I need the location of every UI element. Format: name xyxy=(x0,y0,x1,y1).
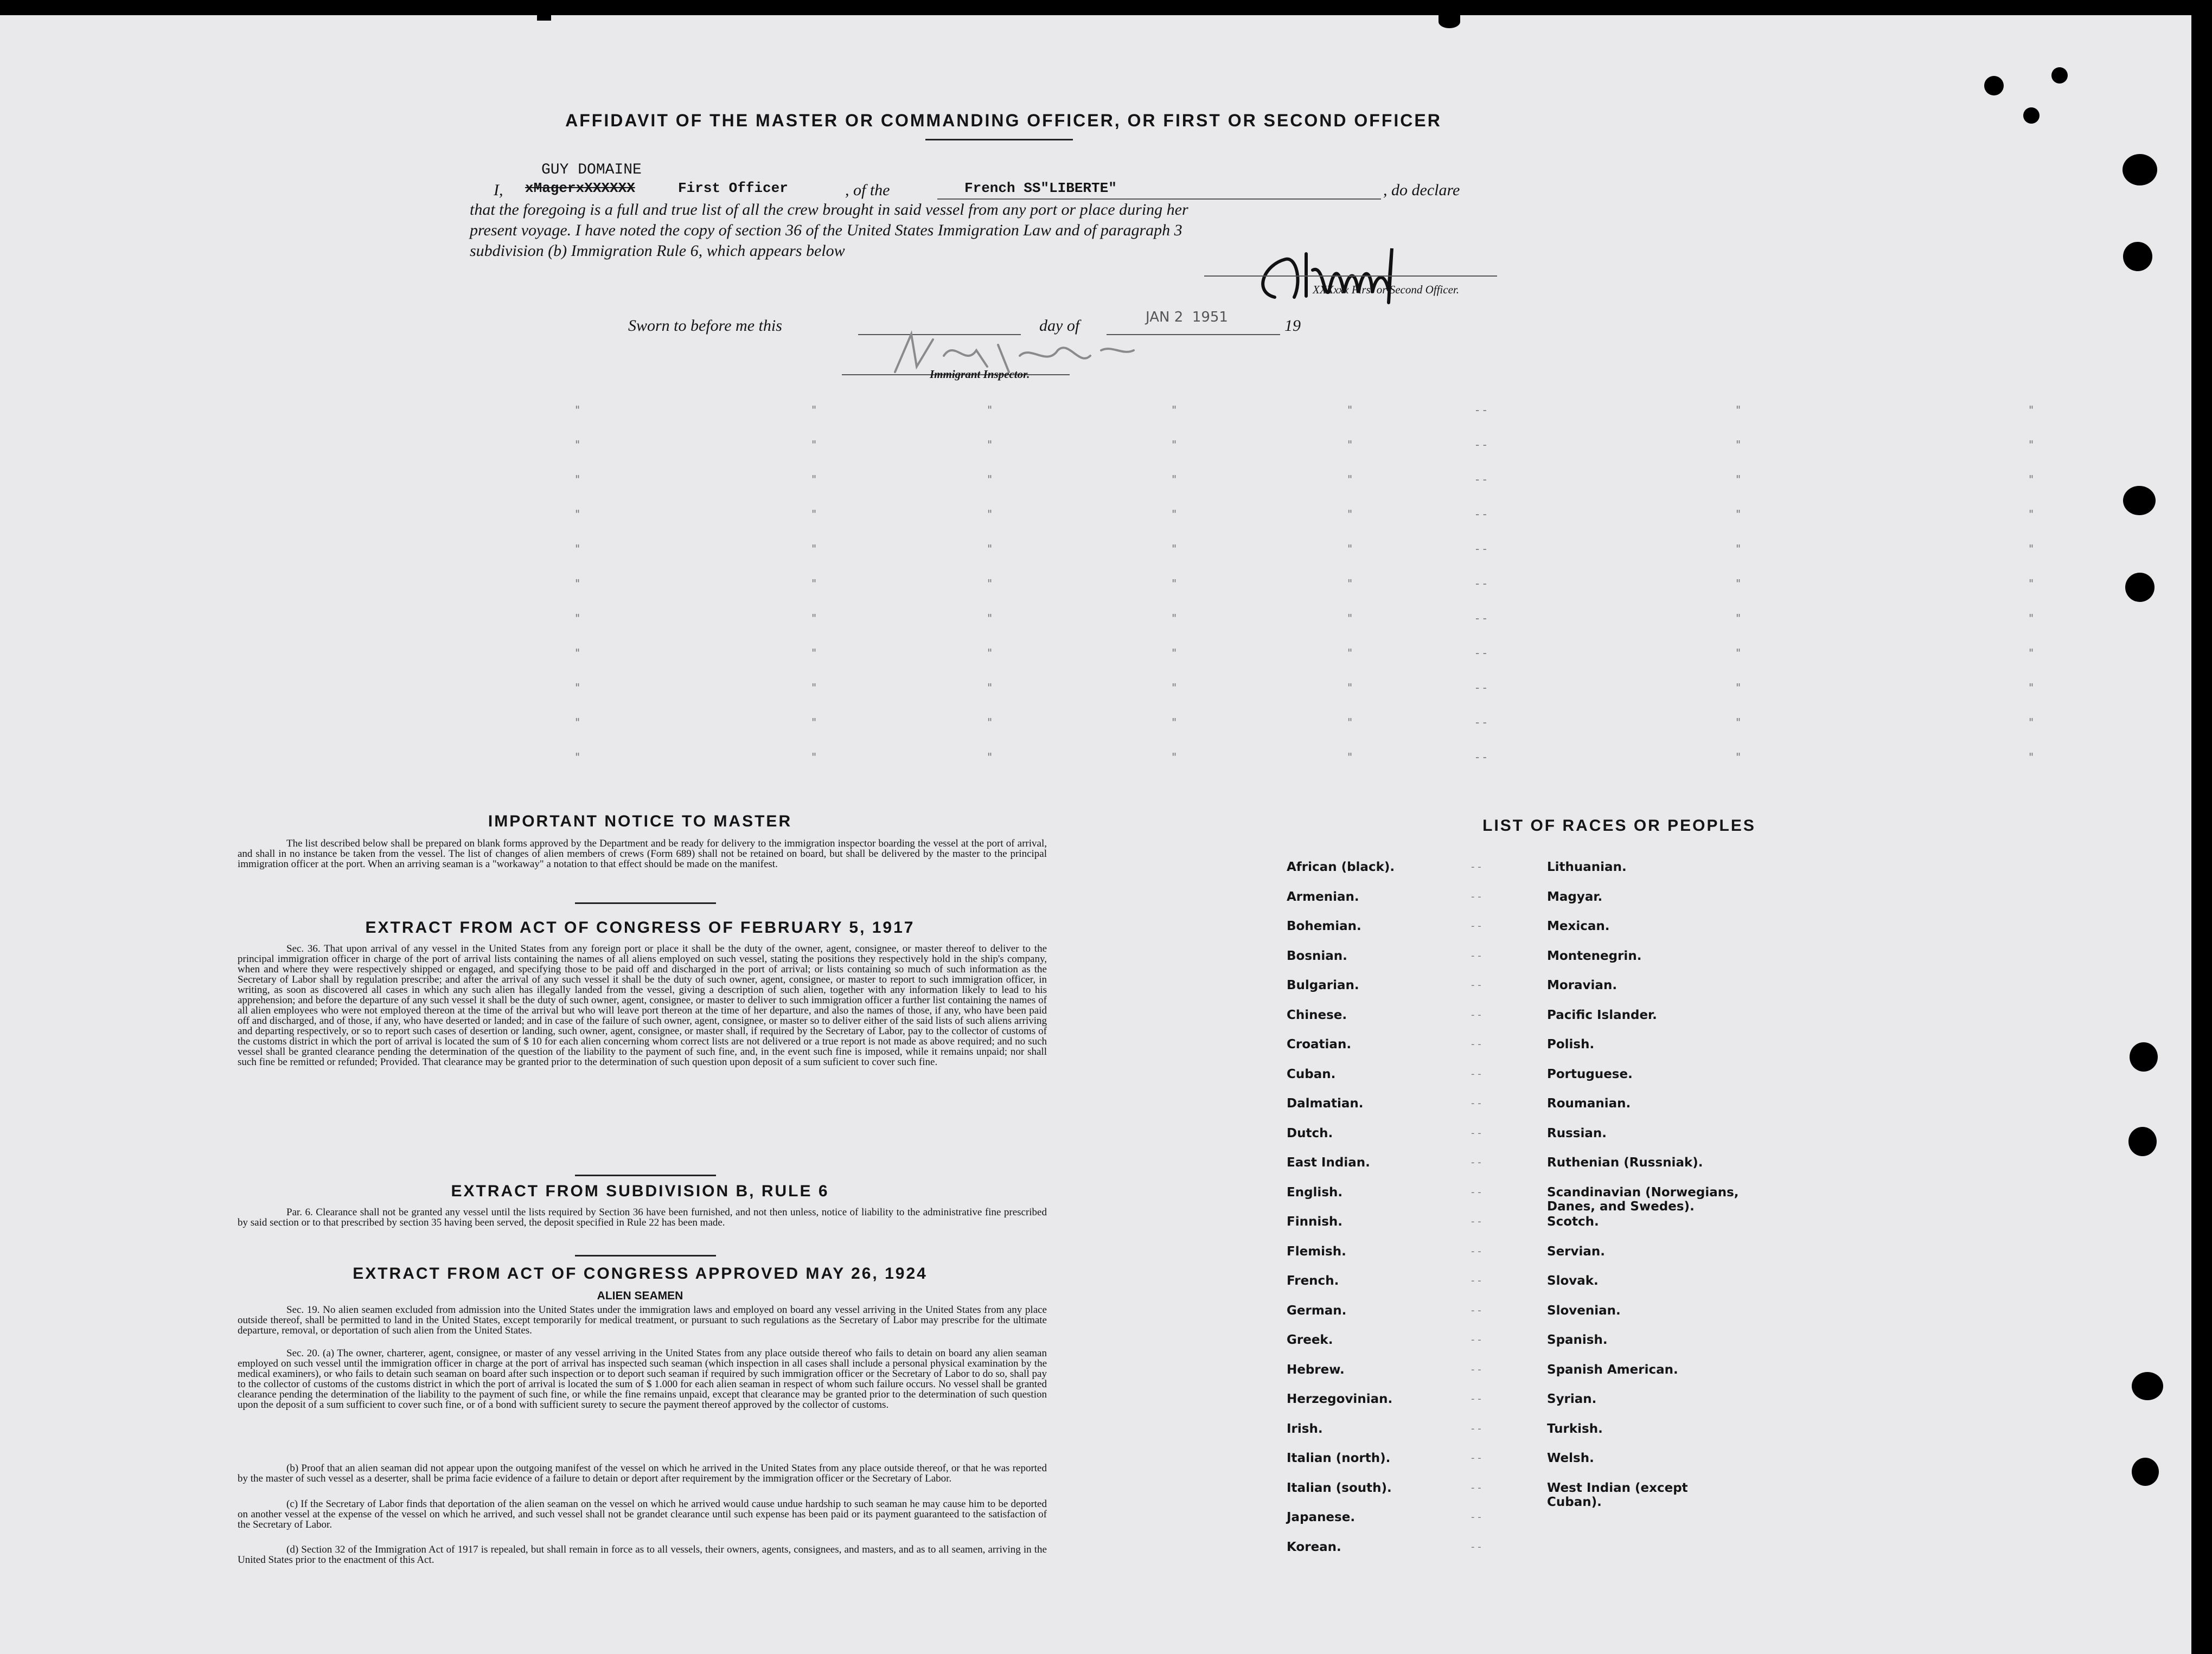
ditto-mark: " xyxy=(1172,751,1177,764)
ditto-mark: " xyxy=(575,508,580,521)
signature-caption: XXXxxx First or Second Officer. xyxy=(1313,283,1460,296)
ditto-mark: " xyxy=(987,438,993,451)
ditto-mark: - - xyxy=(1475,403,1487,416)
ditto-mark: " xyxy=(1736,751,1741,764)
notice-divider xyxy=(575,902,716,904)
race-item: German. xyxy=(1287,1303,1347,1318)
race-item: Montenegrin. xyxy=(1547,948,1642,963)
sec-20b-text: (b) Proof that an alien seaman did not appear upon the outgoing manifest of the vessel on which he arrived in the United States from any place outside thereof, or that he was reported by the master of such vessel as a deserter, shall be prima facie evidence of a failure to detain or deport after requirement by the immigration officer or the Secretary of Labor. xyxy=(238,1463,1047,1484)
ditto-mark: " xyxy=(1347,716,1353,729)
race-dash: - - xyxy=(1471,1452,1481,1464)
ditto-mark: " xyxy=(987,403,993,416)
race-item: Flemish. xyxy=(1287,1244,1346,1259)
struck-title: xMagerxXXXXXX xyxy=(525,180,635,196)
punch-hole xyxy=(2123,154,2157,185)
race-item: Syrian. xyxy=(1547,1392,1597,1406)
race-item: Lithuanian. xyxy=(1547,860,1627,874)
officer-signature xyxy=(1242,232,1470,308)
ditto-mark: " xyxy=(575,403,580,416)
punch-hole xyxy=(2051,67,2068,84)
ditto-mark: - - xyxy=(1475,577,1487,590)
race-item: West Indian (except Cuban). xyxy=(1547,1480,1688,1509)
punch-hole xyxy=(2125,573,2155,602)
ditto-mark: " xyxy=(811,577,817,590)
ditto-mark: " xyxy=(1736,473,1741,486)
ditto-mark: " xyxy=(1172,438,1177,451)
ditto-mark: - - xyxy=(1475,542,1487,555)
race-item: Herzegovinian. xyxy=(1287,1392,1393,1406)
race-dash: - - xyxy=(1471,1393,1481,1405)
ditto-mark: " xyxy=(1736,403,1741,416)
ditto-mark: " xyxy=(811,716,817,729)
ditto-mark: " xyxy=(1736,577,1741,590)
ditto-mark: " xyxy=(575,577,580,590)
punch-hole xyxy=(2128,1127,2157,1156)
race-item: Armenian. xyxy=(1287,889,1359,904)
race-item: Croatian. xyxy=(1287,1037,1352,1052)
race-dash: - - xyxy=(1471,1541,1481,1553)
punch-hole xyxy=(2132,1372,2163,1400)
ditto-mark: " xyxy=(575,751,580,764)
sworn-text: Sworn to before me this xyxy=(628,317,782,335)
declaration-middle: , of the xyxy=(845,181,890,199)
punch-hole xyxy=(2123,242,2152,271)
race-item: French. xyxy=(1287,1274,1339,1288)
race-dash: - - xyxy=(1471,920,1481,932)
declaration-line-2: that the foregoing is a full and true list of all the crew brought in said vessel from any port or place during her xyxy=(470,201,1188,219)
ditto-mark: " xyxy=(2029,612,2034,625)
punch-hole xyxy=(1439,15,1460,28)
year-prefix: 19 xyxy=(1284,317,1301,335)
day-of-text: day of xyxy=(1039,317,1080,335)
punch-hole xyxy=(2130,1042,2158,1072)
ditto-mark: " xyxy=(2029,646,2034,659)
ditto-mark: - - xyxy=(1475,473,1487,486)
race-dash: - - xyxy=(1471,1068,1481,1080)
ditto-mark: " xyxy=(2029,681,2034,694)
race-item: Bosnian. xyxy=(1287,948,1347,963)
ditto-mark: " xyxy=(2029,751,2034,764)
race-item: African (black). xyxy=(1287,860,1395,874)
ditto-mark: - - xyxy=(1475,508,1487,521)
manifest-page xyxy=(0,15,2191,1654)
punch-hole xyxy=(2123,486,2156,515)
ditto-mark: " xyxy=(1172,542,1177,555)
race-item: Servian. xyxy=(1547,1244,1606,1259)
race-item: Welsh. xyxy=(1547,1451,1594,1465)
ditto-mark: " xyxy=(1736,646,1741,659)
race-dash: - - xyxy=(1471,1511,1481,1523)
ditto-mark: " xyxy=(2029,542,2034,555)
vessel-name: French SS"LIBERTE" xyxy=(964,180,1117,196)
race-dash: - - xyxy=(1471,861,1481,873)
notice-paragraph: The list described below shall be prepared on blank forms approved by the Department and be ready for delivery to the immigration inspector boarding the vessel at the port of arrival, and shall in no instance be taken from the vessel. The list of changes of alien members of crews (Form 689) shall not be retained on board, but shall be delivered by the master to the principal immigration officer at the port. When an arriving seaman is a "workaway" a notation to that effect should be made on the manifest. xyxy=(238,838,1047,870)
race-item: Turkish. xyxy=(1547,1421,1603,1436)
race-dash: - - xyxy=(1471,1363,1481,1375)
race-item: Moravian. xyxy=(1547,978,1618,992)
ditto-mark: " xyxy=(1172,403,1177,416)
ditto-mark: " xyxy=(1347,646,1353,659)
ditto-mark: " xyxy=(811,542,817,555)
race-dash: - - xyxy=(1471,1304,1481,1316)
race-item: Korean. xyxy=(1287,1540,1341,1554)
declaration-line-3: present voyage. I have noted the copy of section 36 of the United States Immigration Law and of paragraph 3 xyxy=(470,221,1182,239)
ditto-mark: " xyxy=(811,438,817,451)
ditto-mark: " xyxy=(1736,612,1741,625)
inspector-caption: Immigrant Inspector. xyxy=(930,368,1030,381)
race-dash: - - xyxy=(1471,1422,1481,1434)
race-dash: - - xyxy=(1471,1275,1481,1286)
race-item: Scandinavian (Norwegians, Danes, and Swedes). xyxy=(1547,1185,1739,1214)
race-item: Scotch. xyxy=(1547,1215,1599,1229)
races-title: LIST OF RACES OR PEOPLES xyxy=(1482,817,1756,835)
ditto-mark: " xyxy=(811,751,817,764)
ditto-mark: " xyxy=(1736,508,1741,521)
ditto-mark: " xyxy=(1347,508,1353,521)
ditto-mark: " xyxy=(811,508,817,521)
race-item: Chinese. xyxy=(1287,1008,1347,1022)
ditto-mark: - - xyxy=(1475,681,1487,694)
ditto-mark: - - xyxy=(1475,438,1487,451)
race-item: Greek. xyxy=(1287,1333,1333,1347)
ditto-mark: " xyxy=(575,473,580,486)
ditto-mark: " xyxy=(1172,612,1177,625)
affidavit-title: AFFIDAVIT OF THE MASTER OR COMMANDING OFFICER, OR FIRST OR SECOND OFFICER xyxy=(565,111,1442,130)
master-name: GUY DOMAINE xyxy=(541,162,642,178)
punch-hole xyxy=(537,15,551,21)
ditto-mark: " xyxy=(1172,681,1177,694)
sec-20c-text: (c) If the Secretary of Labor finds that deportation of the alien seaman on the vessel on which he arrived would cause undue hardship to such seaman he may cause him to be deported on another vessel at the expense of the vessel on which he arrived, and such vessel shall not be grandet clearance until such expense has been paid or its payment guaranteed to the satisfaction of the Secretary of Labor. xyxy=(238,1498,1047,1530)
signature-line xyxy=(1204,275,1497,277)
race-item: Bohemian. xyxy=(1287,919,1361,933)
race-item: Portuguese. xyxy=(1547,1067,1633,1081)
ditto-mark: " xyxy=(575,716,580,729)
race-dash: - - xyxy=(1471,1098,1481,1109)
race-dash: - - xyxy=(1471,1216,1481,1227)
rank-typed: First Officer xyxy=(678,180,788,196)
notice-title: IMPORTANT NOTICE TO MASTER xyxy=(488,812,792,830)
ditto-mark: " xyxy=(811,403,817,416)
race-item: Russian. xyxy=(1547,1126,1607,1140)
sec-20d-text: (d) Section 32 of the Immigration Act of 1917 is repealed, but shall remain in force as to all vessels, their owners, agents, consignees, and masters, and as to all seamen, arriving in the United States prior to the enactment of this Act. xyxy=(238,1544,1047,1566)
sec-20a-text: Sec. 20. (a) The owner, charterer, agent, consignee, or master of any vessel arriving in the United States from any place outside thereof who fails to detain on board any alien seaman employed on such vessel until the immigration officer in charge at the port of arrival has inspected such seaman (which inspection in all cases shall include a personal physical examination by the medical examiners), or who fails to detain such seaman on board after such inspection or to deport such seaman if required by such immigration officer or the Secretary of Labor to do so, shall pay to the collector of customs of the customs district in which the port of arrival is located the sum of $ 1.000 for each alien seaman in respect of whom such failure occurs. No vessel shall be granted clearance pending the determination of the liability to the payment of such fine, or while the fine remains unpaid, except that clearance may be granted prior to the determination of such question upon the deposit of a sum sufficient to cover such fine, or of a bond with sufficient surety to secure the payment thereof approved by the collector of customs. xyxy=(238,1348,1047,1411)
ditto-mark: " xyxy=(1736,438,1741,451)
ditto-mark: " xyxy=(1347,751,1353,764)
ditto-mark: " xyxy=(575,542,580,555)
extract-rule6-text: Par. 6. Clearance shall not be granted any vessel until the lists required by Section 36 have been furnished, and not then unless, notice of liability to the administrative fine prescribed by said section or to that prescribed by section 35 having been served, the deposit specified in Rule 22 has been made. xyxy=(238,1207,1047,1228)
ditto-mark: " xyxy=(987,542,993,555)
race-item: Finnish. xyxy=(1287,1215,1343,1229)
date-stamp: JAN 2 1951 xyxy=(1146,309,1228,325)
ditto-mark: - - xyxy=(1475,612,1487,625)
ditto-mark: " xyxy=(2029,473,2034,486)
ditto-mark: " xyxy=(811,646,817,659)
ditto-mark: " xyxy=(1172,508,1177,521)
race-dash: - - xyxy=(1471,1009,1481,1021)
ditto-mark: " xyxy=(575,646,580,659)
ditto-mark: " xyxy=(1347,612,1353,625)
ditto-mark: " xyxy=(1347,438,1353,451)
race-item: Slovak. xyxy=(1547,1274,1599,1288)
ditto-mark: " xyxy=(987,681,993,694)
ditto-mark: " xyxy=(1347,473,1353,486)
alien-seamen-subtitle: ALIEN SEAMEN xyxy=(597,1290,683,1302)
race-item: Japanese. xyxy=(1287,1510,1356,1524)
declaration-line-4: subdivision (b) Immigration Rule 6, which appears below xyxy=(470,242,845,260)
extract-1917-divider xyxy=(575,1175,716,1176)
race-item: English. xyxy=(1287,1185,1343,1200)
race-dash: - - xyxy=(1471,1127,1481,1139)
race-item: Dalmatian. xyxy=(1287,1097,1364,1111)
ditto-mark: " xyxy=(987,577,993,590)
race-dash: - - xyxy=(1471,979,1481,991)
ditto-mark: - - xyxy=(1475,646,1487,659)
race-item: Dutch. xyxy=(1287,1126,1333,1140)
ditto-mark: " xyxy=(987,612,993,625)
race-dash: - - xyxy=(1471,1038,1481,1050)
ditto-mark: " xyxy=(811,473,817,486)
ditto-mark: " xyxy=(1347,577,1353,590)
race-item: Hebrew. xyxy=(1287,1362,1345,1377)
race-item: Spanish. xyxy=(1547,1333,1608,1347)
punch-hole xyxy=(1984,76,2004,95)
ditto-mark: " xyxy=(1172,473,1177,486)
declaration-prefix: I, xyxy=(494,181,503,199)
ditto-mark: " xyxy=(987,716,993,729)
ditto-mark: " xyxy=(987,473,993,486)
punch-hole xyxy=(2132,1458,2159,1486)
race-dash: - - xyxy=(1471,1334,1481,1345)
ditto-mark: " xyxy=(1736,716,1741,729)
title-underline xyxy=(925,139,1073,140)
ditto-mark: " xyxy=(1172,646,1177,659)
ditto-mark: " xyxy=(987,646,993,659)
ditto-mark: " xyxy=(575,612,580,625)
punch-hole xyxy=(2023,107,2040,124)
race-item: Bulgarian. xyxy=(1287,978,1359,992)
race-item: Ruthenian (Russniak). xyxy=(1547,1156,1703,1170)
race-item: Italian (north). xyxy=(1287,1451,1391,1465)
race-item: Roumanian. xyxy=(1547,1097,1631,1111)
ditto-mark: " xyxy=(1736,542,1741,555)
ditto-mark: " xyxy=(2029,508,2034,521)
race-item: Pacific Islander. xyxy=(1547,1008,1657,1022)
ditto-mark: " xyxy=(1172,577,1177,590)
race-item: Italian (south). xyxy=(1287,1480,1392,1495)
ditto-mark: " xyxy=(811,681,817,694)
sec-19-text: Sec. 19. No alien seamen excluded from admission into the United States under the immigration laws and employed on board any vessel arriving in the United States from any place outside thereof, shall be permitted to land in the United States, except temporarily for medical treatment, or pursuant to such regulations as the Secretary of Labor may prescribe for the ultimate departure, removal, or deportation of such alien from the United States. xyxy=(238,1304,1047,1336)
race-dash: - - xyxy=(1471,890,1481,902)
extract-1924-title: EXTRACT FROM ACT OF CONGRESS APPROVED MAY 26, 1924 xyxy=(353,1265,928,1283)
extract-rule6-title: EXTRACT FROM SUBDIVISION B, RULE 6 xyxy=(451,1182,829,1200)
ditto-mark: " xyxy=(575,438,580,451)
ditto-mark: " xyxy=(811,612,817,625)
ditto-mark: " xyxy=(1347,403,1353,416)
ditto-mark: " xyxy=(2029,403,2034,416)
race-item: Mexican. xyxy=(1547,919,1610,933)
race-item: East Indian. xyxy=(1287,1156,1370,1170)
race-item: Slovenian. xyxy=(1547,1303,1621,1318)
race-item: Cuban. xyxy=(1287,1067,1336,1081)
vessel-blank xyxy=(937,198,1381,200)
ditto-mark: " xyxy=(987,508,993,521)
race-dash: - - xyxy=(1471,1482,1481,1493)
race-dash: - - xyxy=(1471,1157,1481,1168)
extract-1917-title: EXTRACT FROM ACT OF CONGRESS OF FEBRUARY 5, 1917 xyxy=(365,919,915,937)
race-item: Polish. xyxy=(1547,1037,1595,1052)
ditto-mark: - - xyxy=(1475,751,1487,764)
race-item: Spanish American. xyxy=(1547,1362,1678,1377)
ditto-mark: - - xyxy=(1475,716,1487,729)
ditto-mark: " xyxy=(1172,716,1177,729)
race-item: Irish. xyxy=(1287,1421,1323,1436)
race-dash: - - xyxy=(1471,950,1481,961)
ditto-mark: " xyxy=(1347,542,1353,555)
ditto-mark: " xyxy=(987,751,993,764)
ditto-mark: " xyxy=(2029,577,2034,590)
race-dash: - - xyxy=(1471,1245,1481,1257)
extract-rule6-divider xyxy=(575,1255,716,1256)
extract-1917-text: Sec. 36. That upon arrival of any vessel in the United States from any foreign port or place it shall be the duty of the owner, agent, consignee, or master thereof to deliver to the principal immigration officer in charge of the port of arrival lists containing the names of all aliens employed on such vessel, stating the positions they respectively hold in the ship's company, when and where they were respectively shipped or engaged, and specifying those to be paid off and discharged in the port of arrival; or lists containing so much of such information as the Secretary of Labor shall by regulation prescribe; and after the arrival of any such vessel it shall be the duty of such owner, agent, consignee, or master to report to such immigration officer, in writing, as soon as discovered all cases in which any such alien has illegally landed from the vessel, giving a description of such alien, together with any information likely to lead to his apprehension; and before the departure of any such vessel it shall be the duty of such owner, agent, consignee, or master to deliver to such immigration officer a further list containing the names of all alien employees who were not employed thereon at the time of the arrival but who will leave port thereon at the time of her departure, and also the names of those, if any, who have been paid off and discharged, and of those, if any, who have deserted or landed; and in case of the failure of such owner, agent, consignee, or master so to deliver either of the said lists of such aliens arriving and departing respectively, or so to report such cases of desertion or landing, such owner, agent, consignee, or master shall, if required by the Secretary of Labor, pay to the collector of customs of the customs district in which the port of arrival is located the sum of $ 10 for each alien concerning whom correct lists are not delivered or a true report is not made as above required; and no such vessel shall be granted clearance pending the determination of the question of the liability to the payment of such fine, and, in the event such fine is imposed, while it remains unpaid; nor shall such fine be remitted or refunded; Provided. That clearance may be granted prior to the determination of such question upon deposit of a sum suficient to cover such fine. xyxy=(238,943,1047,1068)
ditto-mark: " xyxy=(1736,681,1741,694)
ditto-mark: " xyxy=(575,681,580,694)
ditto-mark: " xyxy=(2029,716,2034,729)
declaration-suffix: , do declare xyxy=(1383,181,1460,199)
race-item: Magyar. xyxy=(1547,889,1603,904)
ditto-mark: " xyxy=(2029,438,2034,451)
ditto-mark: " xyxy=(1347,681,1353,694)
race-dash: - - xyxy=(1471,1186,1481,1198)
